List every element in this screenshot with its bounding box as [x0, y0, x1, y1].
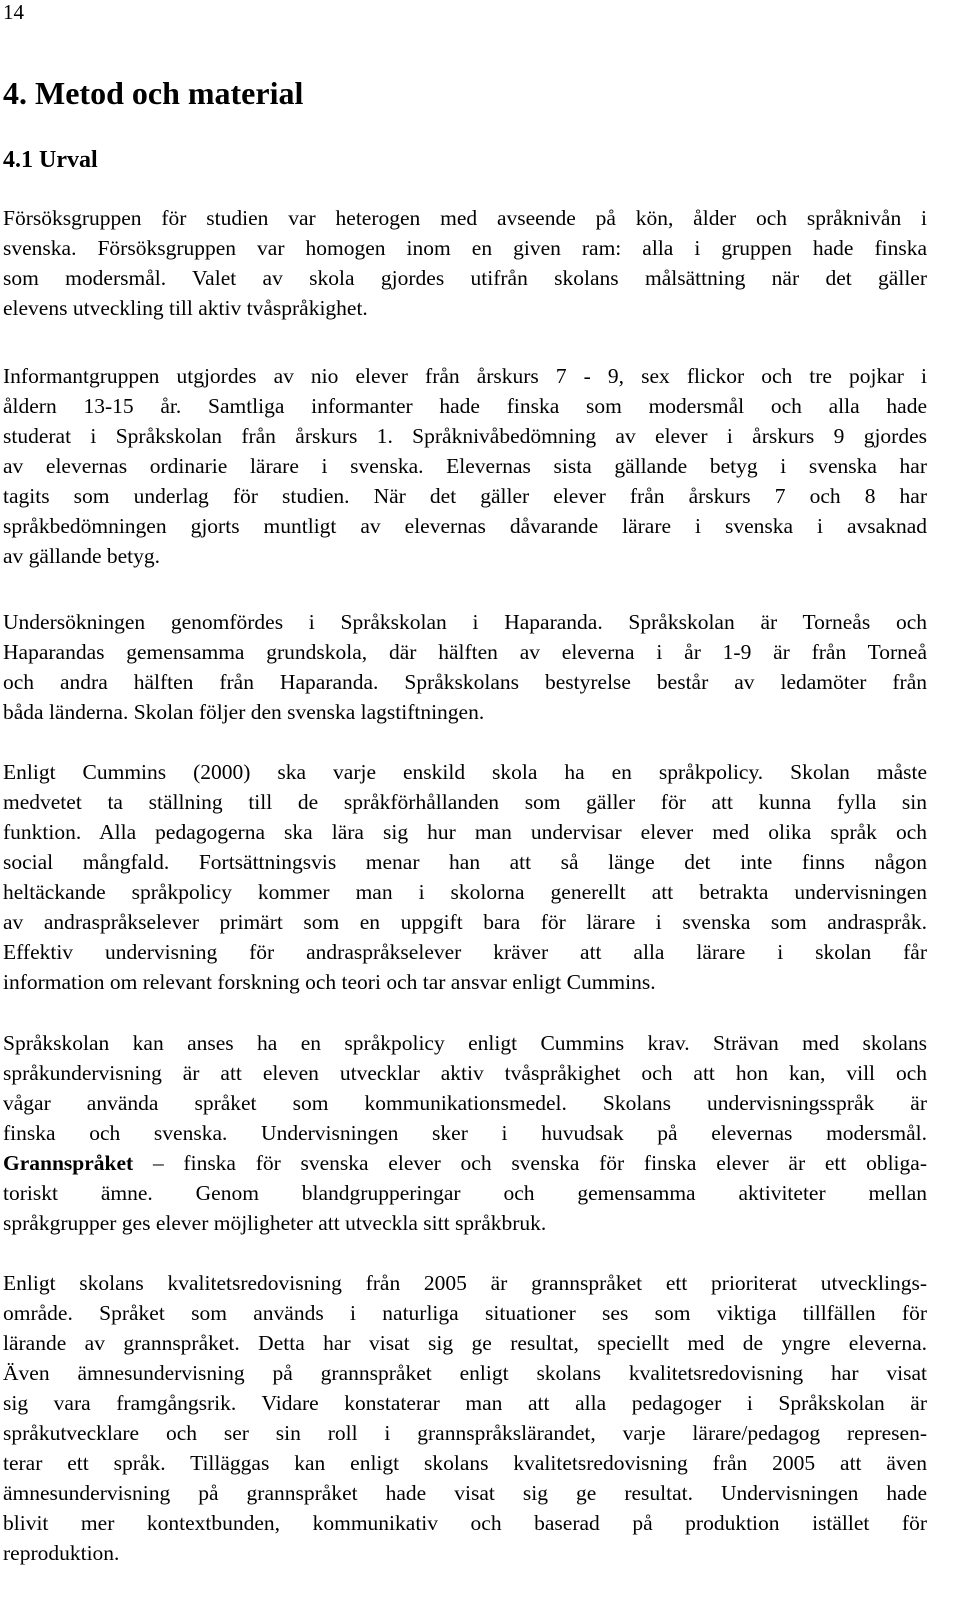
text-line: av elevernas ordinarie lärare i svenska. Elevernas sista gällande betyg i svenska har	[3, 454, 927, 478]
page-number: 14	[3, 0, 24, 24]
paragraph-school	[3, 607, 927, 727]
text-line: språkutvecklare och ser sin roll i grannspråkslärandet, varje lärare/pedagog represen-	[3, 1421, 927, 1445]
text-line: terar ett språk. Tilläggas kan enligt skolans kvalitetsredovisning från 2005 att även	[3, 1451, 927, 1475]
paragraph-informants	[3, 361, 927, 571]
text-line: som modersmål. Valet av skola gjordes utifrån skolans målsättning när det gäller	[3, 266, 927, 290]
text-line: lärande av grannspråket. Detta har visat sig ge resultat, speciellt med de yngre eleverna.	[3, 1331, 927, 1355]
text-line: av andraspråkselever primärt som en uppgift bara för lärare i svenska som andraspråk.	[3, 910, 927, 934]
section-heading: 4.1 Urval	[3, 147, 98, 173]
text-line: Haparandas gemensamma grundskola, där hälften av eleverna i år 1-9 är från Torneå	[3, 640, 927, 664]
text-line: Språkskolan kan anses ha en språkpolicy enligt Cummins krav. Strävan med skolans	[3, 1031, 927, 1055]
text-line: ämnesundervisning på grannspråket hade visat sig ge resultat. Undervisningen hade	[3, 1481, 927, 1505]
paragraph-sample	[3, 203, 927, 323]
text-line: medvetet ta ställning till de språkförhållanden som gäller för att kunna fylla sin	[3, 790, 927, 814]
text-line: Även ämnesundervisning på grannspråket enligt skolans kvalitetsredovisning har visat	[3, 1361, 927, 1385]
text-line: åldern 13-15 år. Samtliga informanter hade finska som modersmål och alla hade	[3, 394, 927, 418]
text-line: sig vara framgångsrik. Vidare konstaterar man att alla pedagoger i Språkskolan är	[3, 1391, 927, 1415]
text-line: av gällande betyg.	[3, 544, 161, 568]
text-line: område. Språket som används i naturliga situationer ses som viktiga tillfällen för	[3, 1301, 927, 1325]
text-line: vågar använda språket som kommunikationsmedel. Skolans undervisningsspråk är	[3, 1091, 927, 1115]
text-line: Effektiv undervisning för andraspråkselever kräver att alla lärare i skolan får	[3, 940, 927, 964]
chapter-heading: 4. Metod och material	[3, 75, 304, 111]
text-line: elevens utveckling till aktiv tvåspråkighet.	[3, 296, 368, 320]
text-line: information om relevant forskning och teori och tar ansvar enligt Cummins.	[3, 970, 656, 994]
text-line: Undersökningen genomfördes i Språkskolan i Haparanda. Språkskolan är Torneås och	[3, 610, 927, 634]
text-line: heltäckande språkpolicy kommer man i skolorna generellt att betrakta undervisningen	[3, 880, 927, 904]
text-line: finska och svenska. Undervisningen sker i huvudsak på elevernas modersmål.	[3, 1121, 927, 1145]
text-line: toriskt ämne. Genom blandgrupperingar och gemensamma aktiviteter mellan	[3, 1181, 927, 1205]
text-line: funktion. Alla pedagogerna ska lära sig hur man undervisar elever med olika språk och	[3, 820, 927, 844]
text-run: – finska för svenska elever och svenska för finska elever är ett obliga-	[133, 1151, 927, 1175]
text-line: svenska. Försöksgruppen var homogen inom en given ram: alla i gruppen hade finska	[3, 236, 927, 260]
text-line: Försöksgruppen för studien var heterogen med avseende på kön, ålder och språknivån i	[3, 206, 927, 230]
paragraph-language-policy	[3, 1028, 927, 1238]
paragraph-quality-report	[3, 1268, 927, 1568]
paragraph-cummins	[3, 757, 927, 997]
text-line	[3, 1148, 927, 1178]
text-line: båda länderna. Skolan följer den svenska lagstiftningen.	[3, 700, 485, 724]
text-line: språkundervisning är att eleven utvecklar aktiv tvåspråkighet och att hon kan, vill och	[3, 1061, 927, 1085]
text-line: språkgrupper ges elever möjligheter att utveckla sitt språkbruk.	[3, 1211, 547, 1235]
text-line: tagits som underlag för studien. När det gäller elever från årskurs 7 och 8 har	[3, 484, 927, 508]
text-line: social mångfald. Fortsättningsvis menar han att så länge det inte finns någon	[3, 850, 927, 874]
text-line: Informantgruppen utgjordes av nio elever från årskurs 7 - 9, sex flickor och tre pojkar i	[3, 364, 927, 388]
text-line: Enligt Cummins (2000) ska varje enskild skola ha en språkpolicy. Skolan måste	[3, 760, 927, 784]
text-line: reproduktion.	[3, 1541, 120, 1565]
text-line: studerat i Språkskolan från årskurs 1. Språknivåbedömning av elever i årskurs 9 gjordes	[3, 424, 927, 448]
text-line: språkbedömningen gjorts muntligt av elevernas dåvarande lärare i svenska i avsaknad	[3, 514, 927, 538]
bold-term: Grannspråket	[3, 1151, 134, 1175]
text-line: Enligt skolans kvalitetsredovisning från 2005 är grannspråket ett prioriterat utvecklings-	[3, 1271, 927, 1295]
text-line: och andra hälften från Haparanda. Språkskolans bestyrelse består av ledamöter från	[3, 670, 927, 694]
text-line: blivit mer kontextbunden, kommunikativ och baserad på produktion istället för	[3, 1511, 927, 1535]
